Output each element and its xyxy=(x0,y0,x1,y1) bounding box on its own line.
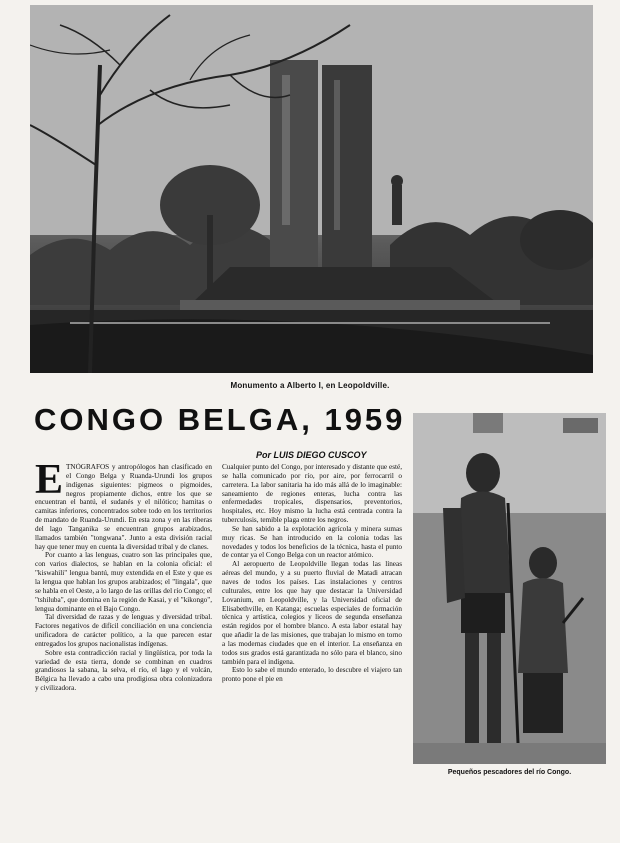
right-photo-caption: Pequeños pescadores del río Congo. xyxy=(447,769,572,776)
headline: CONGO BELGA, 1959 xyxy=(34,402,406,437)
article-column-1 xyxy=(35,463,212,835)
monument-illustration xyxy=(30,5,593,373)
fishermen-photo xyxy=(413,413,606,764)
paragraph: ETNÓGRAFOS y antropólogos han clasificado en el Congo Belga y Ruanda-Urundi los grupos indígenas siguientes: pigmeos o pigmoides, negros propiamente dichos, entre los que se encuentran el bantú, el sudanés y el nilótico; hamitas o camitas inferiores, concentrados sobre todo en los territorios de mandato de Ruanda-Urundi. En esta zona y en las riberas del lago Tanganika se encuentran grupos arabizados, llamados también "tongwana". Junto a esta división racial hay que tener muy en cuenta la diversidad tribal y de clanes. xyxy=(35,463,212,551)
dropcap: E xyxy=(35,463,64,503)
paragraph: Esto lo sabe el mundo enterado, lo descubre el viajero tan pronto pone el pie en xyxy=(222,666,402,684)
paragraph: Al aeropuerto de Leopoldville llegan todas las líneas aéreas del mundo, y a su puerto fluvial de Matadi atracan naves de todos los países. Las instalaciones y centros culturales, entre los que hay que destacar la Universidad Lovanium, en Leopoldville, y la Universidad oficial de Elisabethville, en Katanga; escuelas especiales de formación técnica y artística, colegios y liceos de segunda enseñanza están regidos por el hombre blanco. A esta labor estatal hay que añadir la de las misiones, que trabajan lo mismo en torno a las modernas ciudades que en el interior. La enseñanza en todos sus grados está garantizada no sólo para el blanco, sino también para el indígena. xyxy=(222,560,402,666)
paragraph: Se han sabido a la explotación agrícola y minera sumas muy ricas. Se han introducido en la colonia todas las novedades y todos los beneficios de la técnica, hasta el punto de contar ya el Congo Belga con un reactor atómico. xyxy=(222,524,402,560)
byline: Por LUIS DIEGO CUSCOY xyxy=(256,450,367,460)
monument-photo xyxy=(30,5,593,373)
paragraph: Por cuanto a las lenguas, cuatro son las principales que, con varios dialectos, se hablan en la colonia oficial: el "kiswahili" lengua bantú, muy extendida en el Este y que es la lengua que hablan los grupos arabizados; el "lingala", que se habla en el Oeste, a lo largo de las orillas del río Congo; el "tshiluba", que domina en la región de Kasai, y el "kikongo", lengua dominante en el Bajo Congo. xyxy=(35,551,212,613)
paragraph: Sobre esta contradicción racial y lingüística, por toda la variedad de esta tierra, donde se combinan en cuadros grandiosos la sabana, la selva, el río, el lago y el volcán, Bélgica ha llevado a cabo una prodigiosa obra colonizadora y civilizadora. xyxy=(35,648,212,693)
article-column-2 xyxy=(222,463,402,835)
paragraph: Tal diversidad de razas y de lenguas y diversidad tribal. Factores negativos de difícil conciliación en una conciencia unificadora de carácter político, a la que parecen estar entregados los grupos nacionalistas indígenas. xyxy=(35,613,212,648)
paragraph: Cualquier punto del Congo, por interesado y distante que esté, se halla comunicado por río, por aire, por ferrocarril o carretera. La labor sanitaria ha ido más allá de lo imaginable: saneamiento de regiones enteras, lucha contra las enfermedades tropicales, dispensarios, preventorios, hospitales, etc. Hoy mismo la lucha está centrada contra la tuberculosis, temible plaga entre los negros. xyxy=(222,463,402,525)
fishermen-illustration xyxy=(413,413,606,764)
top-photo-caption: Monumento a Alberto I, en Leopoldville. xyxy=(230,381,390,390)
